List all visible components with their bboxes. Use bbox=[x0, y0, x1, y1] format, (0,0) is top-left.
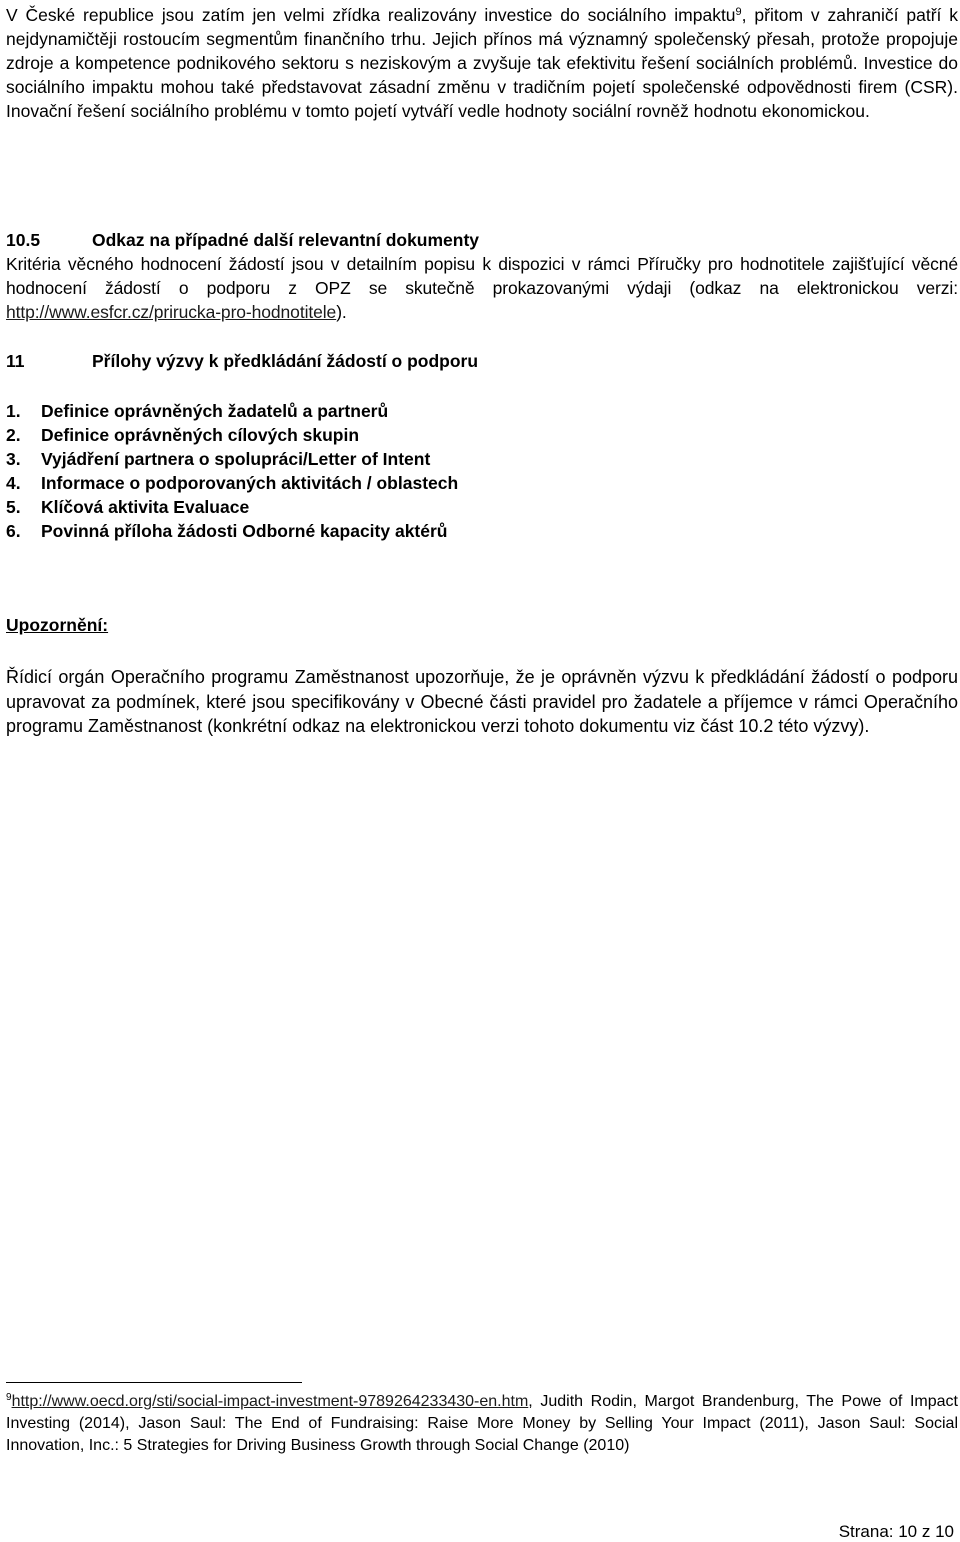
section-10-5-number: 10.5 bbox=[6, 230, 41, 250]
list-item-number: 4. bbox=[6, 473, 21, 493]
list-item-label: Definice oprávněných žadatelů a partnerů bbox=[41, 401, 389, 421]
list-item-number: 6. bbox=[6, 521, 21, 541]
list-item bbox=[6, 495, 458, 519]
section-10-5-title: Odkaz na případné další relevantní dokumenty bbox=[92, 230, 480, 250]
section-11-number: 11 bbox=[6, 351, 25, 371]
list-item-number: 5. bbox=[6, 497, 21, 517]
page-number: Strana: 10 z 10 bbox=[838, 1522, 954, 1541]
warning-title: Upozornění: bbox=[6, 615, 109, 635]
handbook-link[interactable]: http://www.esfcr.cz/prirucka-pro-hodnotitele bbox=[6, 302, 337, 322]
list-item bbox=[6, 471, 458, 495]
annex-list bbox=[6, 399, 458, 543]
list-item-label: Povinná příloha žádosti Odborné kapacity aktérů bbox=[41, 521, 448, 541]
section-10-5-heading bbox=[6, 228, 479, 252]
section-10-5-text-2: ). bbox=[336, 302, 347, 322]
list-item bbox=[6, 519, 458, 543]
list-item bbox=[6, 399, 458, 423]
footnote-divider bbox=[6, 1382, 302, 1383]
list-item-label: Informace o podporovaných aktivitách / oblastech bbox=[41, 473, 459, 493]
intro-text-1: V České republice jsou zatím jen velmi zřídka realizovány investice do sociálního impaktu bbox=[6, 5, 736, 25]
footnote-reference[interactable]: 9 bbox=[735, 6, 742, 18]
list-item-number: 1. bbox=[6, 401, 21, 421]
list-item-number: 2. bbox=[6, 425, 21, 445]
list-item-label: Definice oprávněných cílových skupin bbox=[41, 425, 360, 445]
section-10-5-text-1: Kritéria věcného hodnocení žádostí jsou v detailním popisu k dispozici v rámci Příručky pro hodnotitele zajišťující věcné hodnocení žádostí o podporu z OPZ se skutečně prokazovanými výdaji (odkaz na elektronickou verzi: bbox=[6, 254, 958, 298]
footnote-marker: 9 bbox=[6, 1392, 12, 1403]
warning-paragraph: Řídicí orgán Operačního programu Zaměstnanost upozorňuje, že je oprávněn výzvu k předkládání žádostí o podporu upravovat za podmínek, které jsou specifikovány v Obecné části pravidel pro žadatele a příjemce v rámci Operačního programu Zaměstnanost (konkrétní odkaz na elektronickou verzi tohoto dokumentu viz část 10.2 této výzvy). bbox=[6, 667, 958, 736]
oecd-link[interactable]: http://www.oecd.org/sti/social-impact-investment-9789264233430-en.htm bbox=[11, 1393, 529, 1410]
section-10-5-paragraph bbox=[6, 252, 958, 324]
intro-text-2: , přitom v zahraničí patří k nejdynamičtěji rostoucím segmentům finančního trhu. Jejich přínos má významný společenský přesah, protože propojuje zdroje a kompetence podnikového sektoru s neziskovým a zvyšuje tak efektivitu řešení sociálních problémů. Investice do sociálního impaktu mohou také představovat zásadní změnu v tradičním pojetí společenské odpovědnosti firem (CSR). Inovační řešení sociálního problému v tomto pojetí vytváří vedle hodnoty sociální rovněž hodnotu ekonomickou. bbox=[6, 5, 958, 121]
footnote-text: , Judith Rodin, Margot Brandenburg, The Powe of Impact Investing (2014), Jason Saul: The End of Fundraising: Raise More Money by Selling Your Impact (2011), Jason Saul: Social Innovation, Inc.: 5 Strategies for Driving Business Growth through Social Change (2010) bbox=[6, 1393, 958, 1454]
list-item-label: Klíčová aktivita Evaluace bbox=[41, 497, 250, 517]
list-item-number: 3. bbox=[6, 449, 21, 469]
footnote bbox=[6, 1391, 958, 1457]
intro-paragraph bbox=[6, 3, 958, 123]
list-item bbox=[6, 447, 458, 471]
list-item bbox=[6, 423, 458, 447]
section-11-heading bbox=[6, 349, 478, 373]
section-11-title: Přílohy výzvy k předkládání žádostí o podporu bbox=[92, 351, 479, 371]
list-item-label: Vyjádření partnera o spolupráci/Letter of Intent bbox=[41, 449, 431, 469]
